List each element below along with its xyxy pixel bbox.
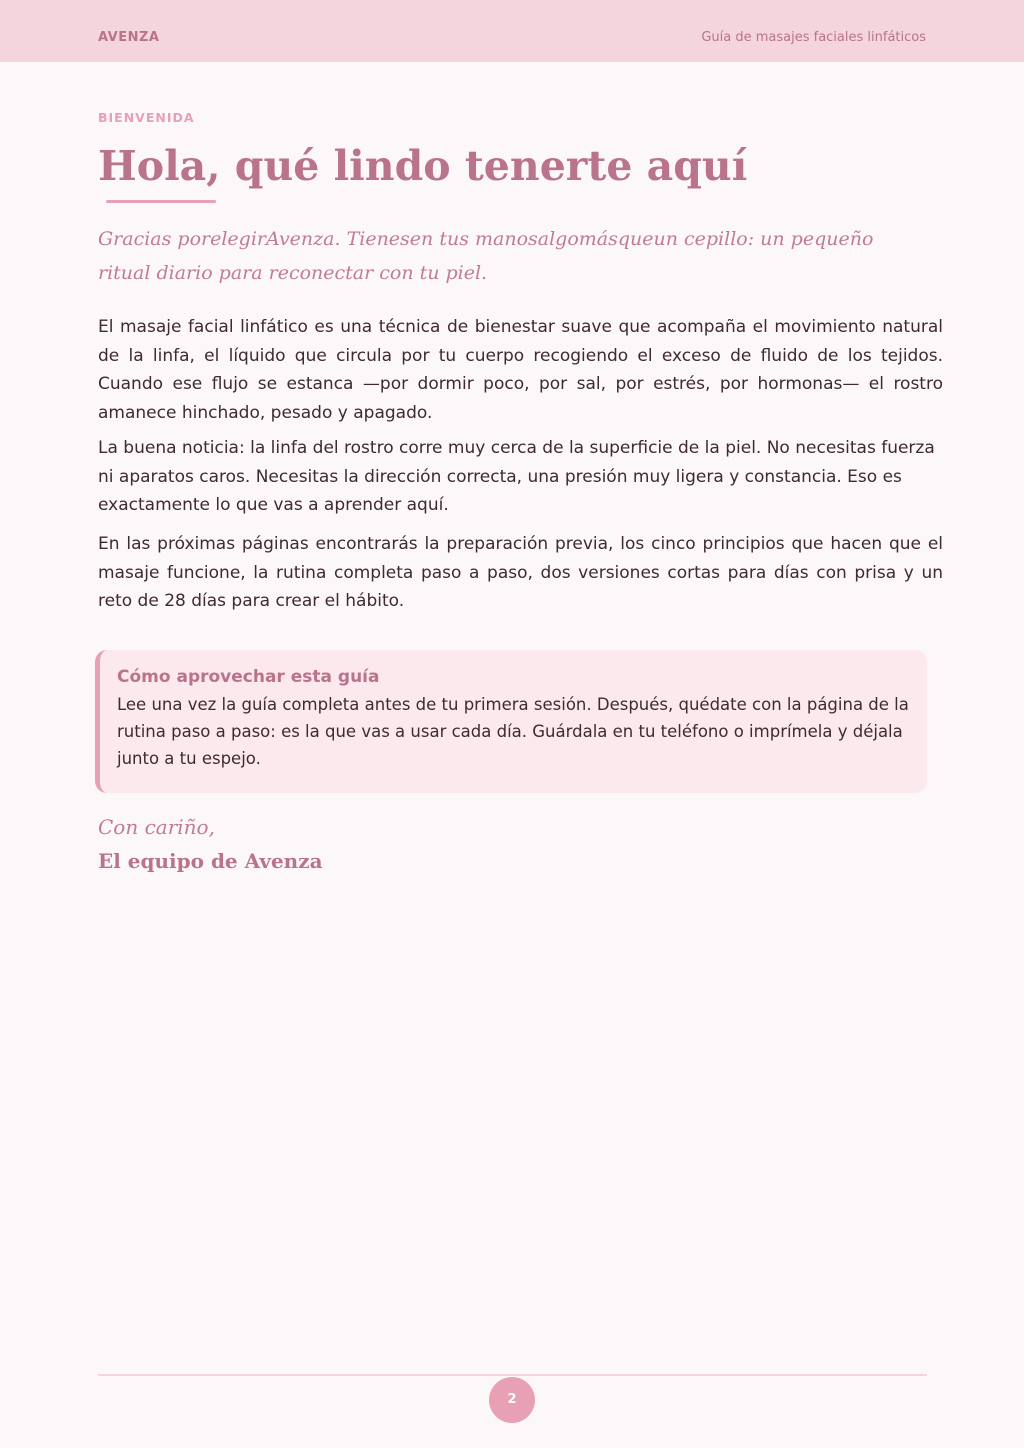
footer-divider: [98, 1374, 927, 1376]
page-header: [0, 0, 1024, 62]
section-eyebrow: BIENVENIDA: [98, 110, 195, 125]
brand-name: AVENZA: [98, 30, 160, 45]
guide-title: Guía de masajes faciales linfáticos: [701, 30, 926, 45]
signature: El equipo de Avenza: [98, 849, 323, 873]
body-paragraph-3: En las próximas páginas encontrarás la preparación previa, los cinco principios que hacen que el masaje funcione, la rutina completa paso a paso, dos versiones cortas para días con prisa y un reto de 28 días para crear el hábito.: [98, 534, 943, 611]
callout-text: Lee una vez la guía completa antes de tu primera sesión. Después, quédate con la página de la rutina paso a paso: es la que vas a usar cada día. Guárdala en tu teléfono o imprímela y déjala junto a tu espejo.: [117, 695, 909, 768]
lead-paragraph: Gracias porelegirAvenza. Tienesen tus manosalgomásqueun cepillo: un pequeño ritual diario para reconectar con tu piel.: [98, 228, 874, 284]
body-paragraph-2: La buena noticia: la linfa del rostro corre muy cerca de la superficie de la piel. No necesitas fuerza ni aparatos caros. Necesitas la dirección correcta, una presión muy ligera y constancia. Eso es exactamente lo que vas a aprender aquí.: [98, 438, 935, 515]
page-title: Hola, qué lindo tenerte aquí: [98, 142, 748, 190]
title-underline: [106, 200, 216, 203]
callout-title: Cómo aprovechar esta guía: [117, 667, 380, 687]
signoff: Con cariño,: [98, 815, 215, 839]
tip-callout: [95, 650, 927, 793]
body-paragraph-1: El masaje facial linfático es una técnica de bienestar suave que acompaña el movimiento natural de la linfa, el líquido que circula por tu cuerpo recogiendo el exceso de fluido de los tejidos. Cuando ese flujo se estanca —por dormir poco, por sal, por estrés, por hormonas— el rostro amanece hinchado, pesado y apagado.: [98, 317, 943, 423]
page-number-badge: 2: [489, 1377, 535, 1423]
